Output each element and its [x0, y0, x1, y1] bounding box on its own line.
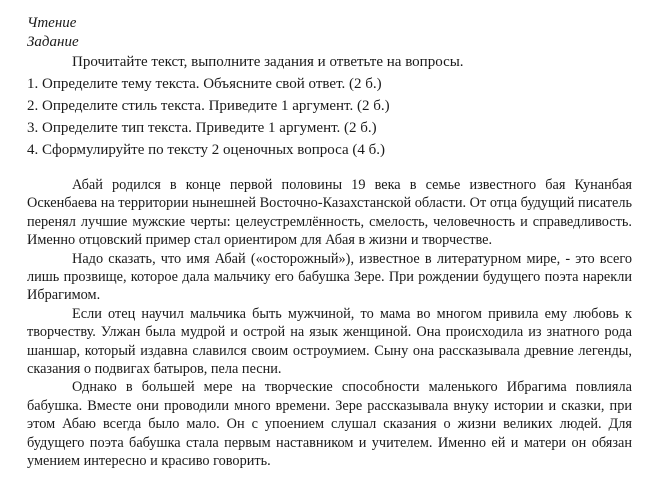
task-item: 3. Определите тип текста. Приведите 1 аргумент. (2 б.) — [27, 120, 377, 136]
text-paragraph: Если отец научил мальчика быть мужчиной, то мама во многом привила ему любовь к творчеству. Улжан была мудрой и острой на язык женщиной. Она происходила из знатного рода шаншар, который издавна славился своим остроумием. Сыну она рассказывала древние легенды, сказания о подвигах батыров, пела песни. — [27, 305, 632, 378]
text-paragraph: Абай родился в конце первой половины 19 века в семье известного бая Кунанбая Оскенбаева на территории нынешней Восточно-Казахстанской области. От отца будущий писатель перенял лучшие мужские черты: целеустремлённость, смелость, человечность и справедливость. Именно отцовский пример стал ориентиром для Абая в жизни и творчестве. — [27, 177, 632, 249]
task-item: 2. Определите стиль текста. Приведите 1 аргумент. (2 б.) — [27, 98, 390, 114]
task-item: 1. Определите тему текста. Объясните свой ответ. (2 б.) — [27, 76, 382, 92]
text-paragraph: Однако в большей мере на творческие способности маленького Ибрагима повлияла бабушка. Вместе они проводили много времени. Зере рассказывала внуку истории и сказки, при этом Абаю всегда было мало. Он с упоением слушал сказания о жизни великих людей. Для будущего поэта бабушка стала первым наставником и учителем. Именно ей и матери он обязан умением интересно и красиво говорить. — [27, 379, 632, 470]
text-paragraph: Надо сказать, что имя Абай («осторожный»), известное в литературном мире, - это всего лишь прозвище, которое дала мальчику его бабушка Зере. При рождении будущего поэта нарекли Ибрагимом. — [27, 250, 632, 304]
reading-text — [27, 176, 632, 471]
task-item: 4. Сформулируйте по тексту 2 оценочных вопроса (4 б.) — [27, 142, 386, 158]
assignment-subtitle: Задание — [27, 34, 79, 50]
task-list — [27, 75, 635, 160]
instructions-text: Прочитайте текст, выполните задания и ответьте на вопросы. — [72, 54, 464, 70]
section-title: Чтение — [27, 15, 77, 31]
